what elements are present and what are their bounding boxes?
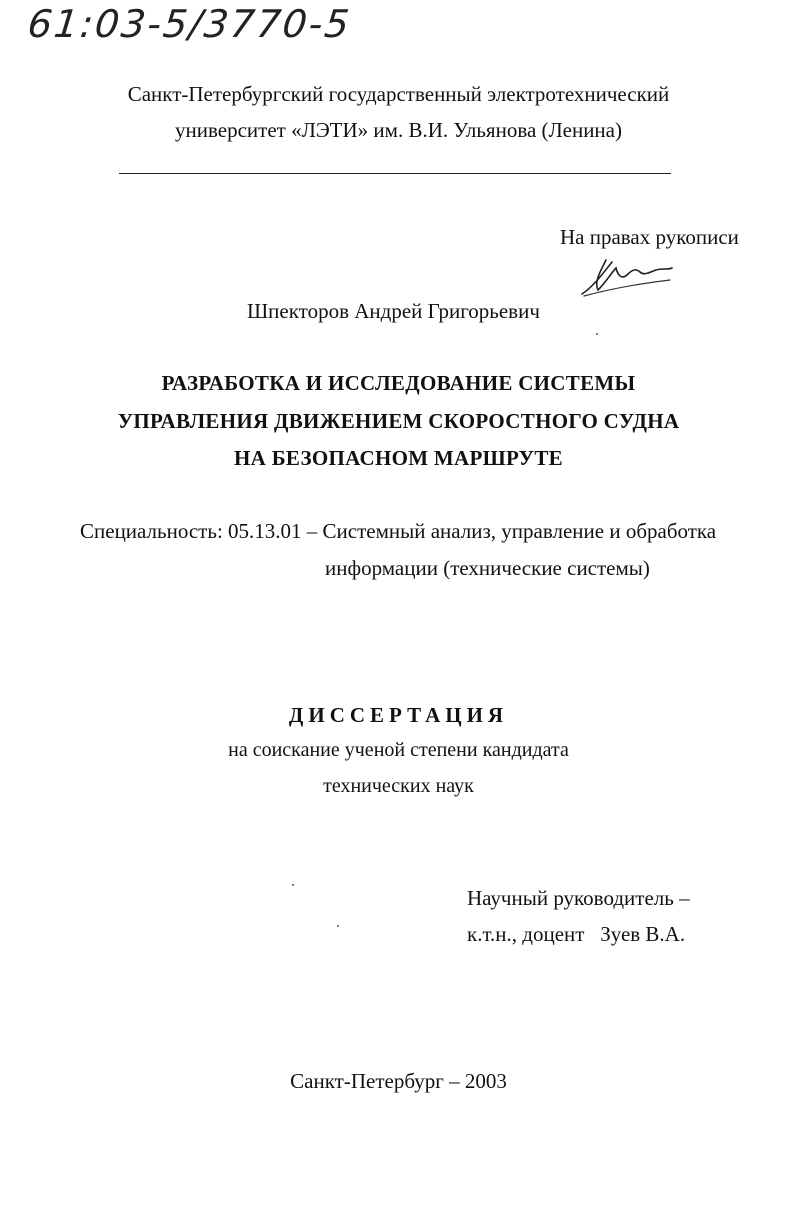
specialty-line1: Специальность: 05.13.01 – Системный анализ, управление и обработка xyxy=(80,519,717,543)
scan-speck xyxy=(337,925,339,927)
university-name-line1: Санкт-Петербургский государственный электротехнический xyxy=(127,82,670,106)
university-name-line2: университет «ЛЭТИ» им. В.И. Ульянова (Ленина) xyxy=(175,118,622,142)
dissertation-title-line3: НА БЕЗОПАСНОМ МАРШРУТЕ xyxy=(234,446,563,470)
supervisor-name: к.т.н., доцент Зуев В.А. xyxy=(467,922,686,946)
scan-speck xyxy=(596,333,598,335)
degree-line2: технических наук xyxy=(323,775,474,797)
header-divider xyxy=(119,173,671,174)
specialty-line2: информации (технические системы) xyxy=(325,556,650,580)
scan-speck xyxy=(292,884,294,886)
supervisor-label: Научный руководитель – xyxy=(467,886,690,910)
handwritten-archive-code: 61:03-5/3770-5 xyxy=(25,2,354,46)
author-name: Шпекторов Андрей Григорьевич xyxy=(247,299,540,323)
dissertation-title-line1: РАЗРАБОТКА И ИССЛЕДОВАНИЕ СИСТЕМЫ xyxy=(161,371,636,395)
manuscript-rights-note: На правах рукописи xyxy=(560,225,739,249)
author-signature xyxy=(576,250,676,300)
dissertation-heading: ДИССЕРТАЦИЯ xyxy=(288,703,509,727)
degree-line1: на соискание ученой степени кандидата xyxy=(228,739,569,761)
city-year: Санкт-Петербург – 2003 xyxy=(290,1069,507,1093)
dissertation-title-line2: УПРАВЛЕНИЯ ДВИЖЕНИЕМ СКОРОСТНОГО СУДНА xyxy=(117,409,680,433)
